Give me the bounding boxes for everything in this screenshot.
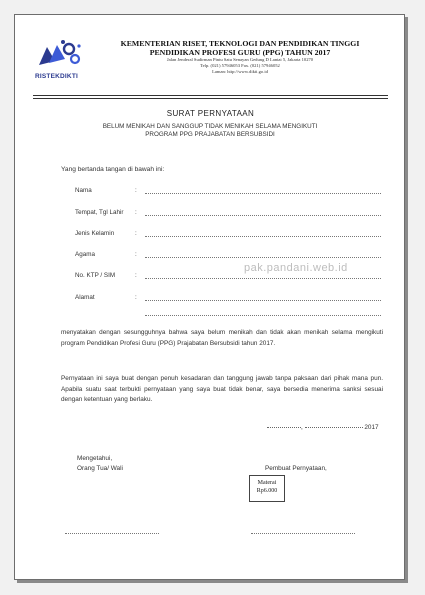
letterhead-rule-thin (33, 98, 388, 99)
field-tempat-tgl-lahir[interactable] (61, 209, 381, 219)
field-colon: : (135, 230, 137, 237)
field-fill-line[interactable] (145, 236, 381, 237)
letterhead-rule (33, 95, 388, 96)
ristekdikti-emblem-icon (35, 37, 97, 73)
field-colon: : (135, 251, 137, 258)
field-label: Nama (75, 187, 92, 194)
field-colon: : (135, 294, 137, 301)
field-agama[interactable] (61, 251, 381, 261)
document-subtitle (75, 123, 345, 139)
materai-label: Materai (257, 480, 277, 486)
ministry-name: KEMENTERIAN RISET, TEKNOLOGI DAN PENDIDIKAN TINGGI (120, 39, 360, 48)
watermark: pak.pandani.web.id (244, 262, 348, 274)
field-colon: : (135, 187, 137, 194)
date-line (267, 424, 383, 431)
field-label: Agama (75, 251, 95, 258)
declarant-label: Pembuat Pernyataan, (265, 465, 327, 472)
declaration-paragraph: Pernyataan ini saya buat dengan penuh kesadaran dan tanggung jawab tanpa paksaan dari pihak mana pun. Apabila suatu saat terbukti pernyataan yang saya buat tidak benar, saya bersedia menerima sanksi sesuai dengan ketentuan yang berlaku. (61, 375, 383, 403)
field-label: Alamat (75, 294, 95, 301)
parent-guardian-label: Orang Tua/ Wali (77, 465, 123, 472)
field-label: Tempat, Tgl Lahir (75, 209, 124, 216)
phone-fax: Telp. (021) 57946053 Fax. (021) 57946052 (200, 63, 280, 68)
field-label: Jenis Kelamin (75, 230, 115, 237)
document-page (14, 14, 405, 580)
field-colon: : (135, 209, 137, 216)
field-fill-line[interactable] (145, 257, 381, 258)
subtitle-line-2: PROGRAM PPG PRAJABATAN BERSUBSIDI (145, 131, 275, 138)
ristekdikti-logo (35, 37, 97, 83)
stamp-duty-box (249, 475, 285, 502)
field-fill-line[interactable] (145, 193, 381, 194)
field-colon: : (135, 272, 137, 279)
date-fill-line[interactable] (305, 427, 363, 428)
subtitle-line-1: BELUM MENIKAH DAN SANGGUP TIDAK MENIKAH SELAMA MENGIKUTI (102, 123, 318, 130)
field-fill-line[interactable] (145, 300, 381, 301)
statement-paragraph: menyatakan dengan sesungguhnya bahwa saya belum menikah dan tidak akan menikah selama mengikuti program Pendidikan Profesi Guru (PPG) Prajabatan Bersubsidi tahun 2017. (61, 329, 383, 347)
letterhead (95, 39, 385, 75)
parent-signature-block (77, 454, 123, 474)
field-label: No. KTP / SIM (75, 272, 116, 279)
materai-value: Rp6.000 (256, 488, 278, 494)
field-fill-line[interactable] (145, 215, 381, 216)
logo-wordmark: RISTEKDIKTI (35, 73, 79, 80)
address: Jalan Jenderal Sudirman Pintu Satu Senayan Gedung D Lantai 5, Jakarta 10270 (166, 57, 314, 62)
declarant-signature-line[interactable] (251, 533, 355, 534)
place-fill-line[interactable] (267, 427, 301, 428)
document-title: SURAT PERNYATAAN (166, 109, 255, 118)
intro-text: Yang bertanda tangan di bawah ini: (61, 166, 165, 173)
alamat-fill-line-2[interactable] (145, 315, 381, 316)
parent-signature-line[interactable] (65, 533, 159, 534)
program-name: PENDIDIKAN PROFESI GURU (PPG) TAHUN 2017 (149, 48, 331, 57)
acknowledged-label: Mengetahui, (77, 455, 113, 462)
field-fill-line[interactable] (145, 278, 381, 279)
date-separator: , (301, 424, 303, 431)
website: Laman: http://www.dikti.go.id (212, 69, 268, 74)
date-year: 2017 (364, 424, 379, 431)
field-nama[interactable] (61, 187, 381, 197)
field-jenis-kelamin[interactable] (61, 230, 381, 240)
field-alamat[interactable] (61, 294, 381, 304)
